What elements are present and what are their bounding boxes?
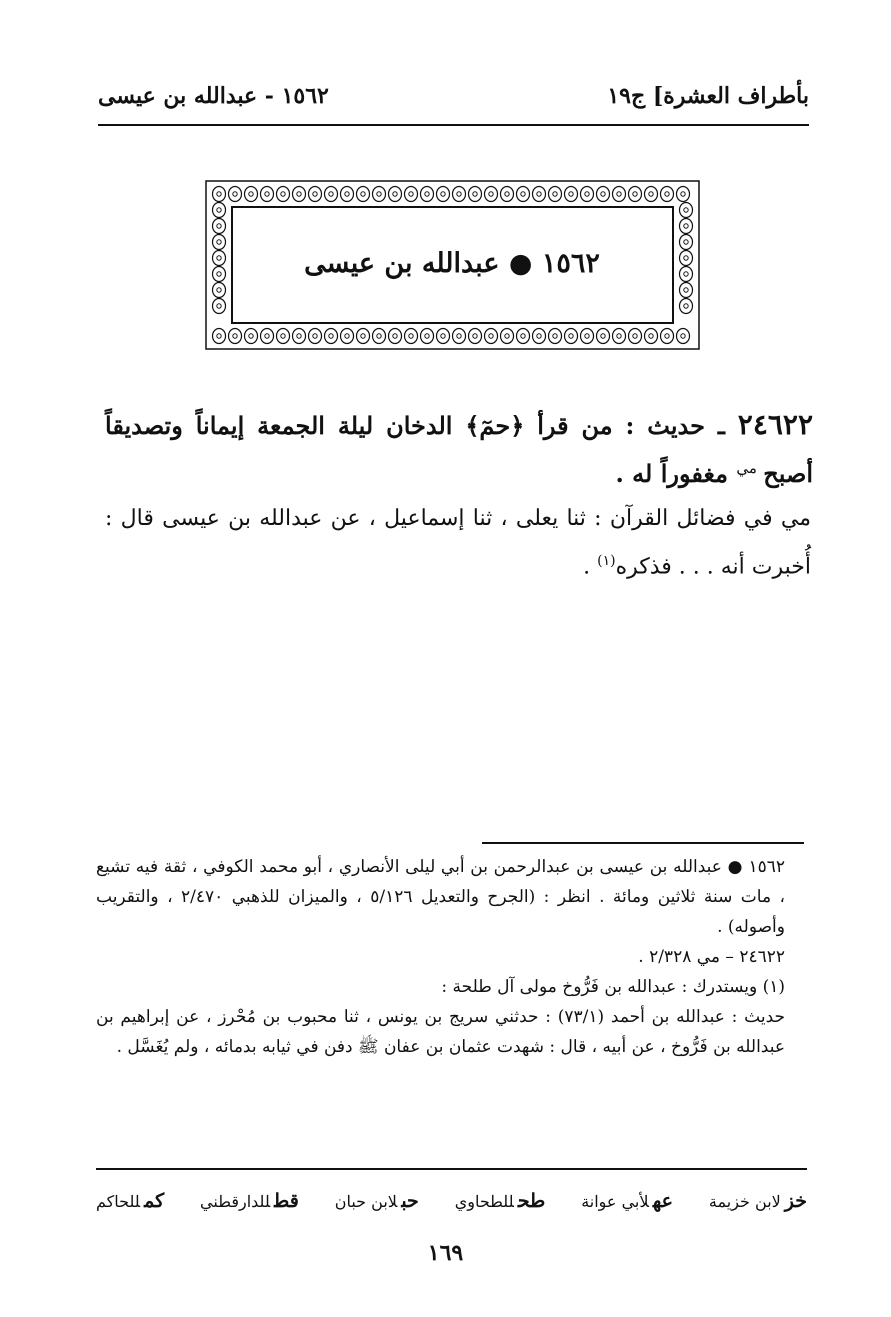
source-end: . — [583, 554, 598, 580]
footnote-biography: ١٥٦٢ ● عبدالله بن عيسى بن عبدالرحمن بن أبي ليلى الأنصاري ، أبو محمد الكوفي ، ثقة فيه تشيع ، مات سنة ثلاثين ومائة . انظر : (الجرح والتعديل ٥/١٢٦ ، والميزان للذهبي ٢/٤٧٠ ، والتقريب وأصوله) . — [96, 857, 785, 937]
header-book-title: بأطراف العشرة] ج١٩ — [607, 83, 809, 109]
footnote-separator — [482, 842, 804, 844]
abbrev-item: طحللطحاوي — [454, 1190, 546, 1212]
hadith-dash: ـ — [704, 411, 738, 440]
page-number: ١٦٩ — [427, 1240, 464, 1266]
running-header — [98, 70, 809, 122]
abbreviation-legend — [96, 1184, 807, 1218]
abbrev-item: عهلأبي عوانة — [581, 1190, 674, 1212]
abbrev-item: خزلابن خزيمة — [708, 1190, 807, 1212]
chapter-title: ١٥٦٢ ● عبدالله بن عيسى — [304, 248, 600, 279]
footnote-1: (١) ويستدرك : عبدالله بن فَرُّوخ مولى آل طلحة : — [441, 977, 785, 997]
footnote-1-body: حديث : عبدالله بن أحمد (٧٣/١) : حدثني سريج بن يونس ، ثنا محبوب بن مُحْرز ، عن إبراهيم بن عبدالله بن فَرُّوخ ، عن أبيه ، قال : شهدت عثمان بن عفان ﷺ دفن في ثيابه بدمائه ، ولم يُغَسَّل . — [96, 1007, 786, 1057]
hadith-text: : من قرأ ﴿حمٓ﴾ الدخان ليلة الجمعة إيماناً وتصديقاً أصبح — [105, 411, 813, 488]
abbrev-item: كمللحاكم — [96, 1190, 165, 1212]
footnote-reference-line: ٢٤٦٢٢ – مي ٢/٣٢٨ . — [638, 947, 785, 967]
header-section-title: ١٥٦٢ - عبدالله بن عيسى — [98, 83, 329, 109]
source-chain — [105, 498, 811, 588]
source-text: مي في فضائل القرآن : ثنا يعلى ، ثنا إسماعيل ، عن عبدالله بن عيسى قال : أُخبرت أنه . . . فذكره — [105, 506, 811, 580]
abbrev-item: قطللدارقطني — [200, 1190, 299, 1212]
footnote-reference: (١) — [597, 553, 616, 569]
abbrev-item: حبلابن حبان — [334, 1190, 419, 1212]
hadith-entry — [105, 404, 813, 495]
hadith-keyword: حديث — [647, 411, 705, 440]
bottom-rule — [96, 1168, 807, 1170]
header-rule — [98, 124, 809, 126]
hadith-number: ٢٤٦٢٢ — [737, 408, 813, 441]
hadith-text-end: مغفوراً له . — [615, 459, 737, 488]
footnotes — [96, 852, 807, 1062]
source-sigla: مي — [736, 459, 757, 477]
